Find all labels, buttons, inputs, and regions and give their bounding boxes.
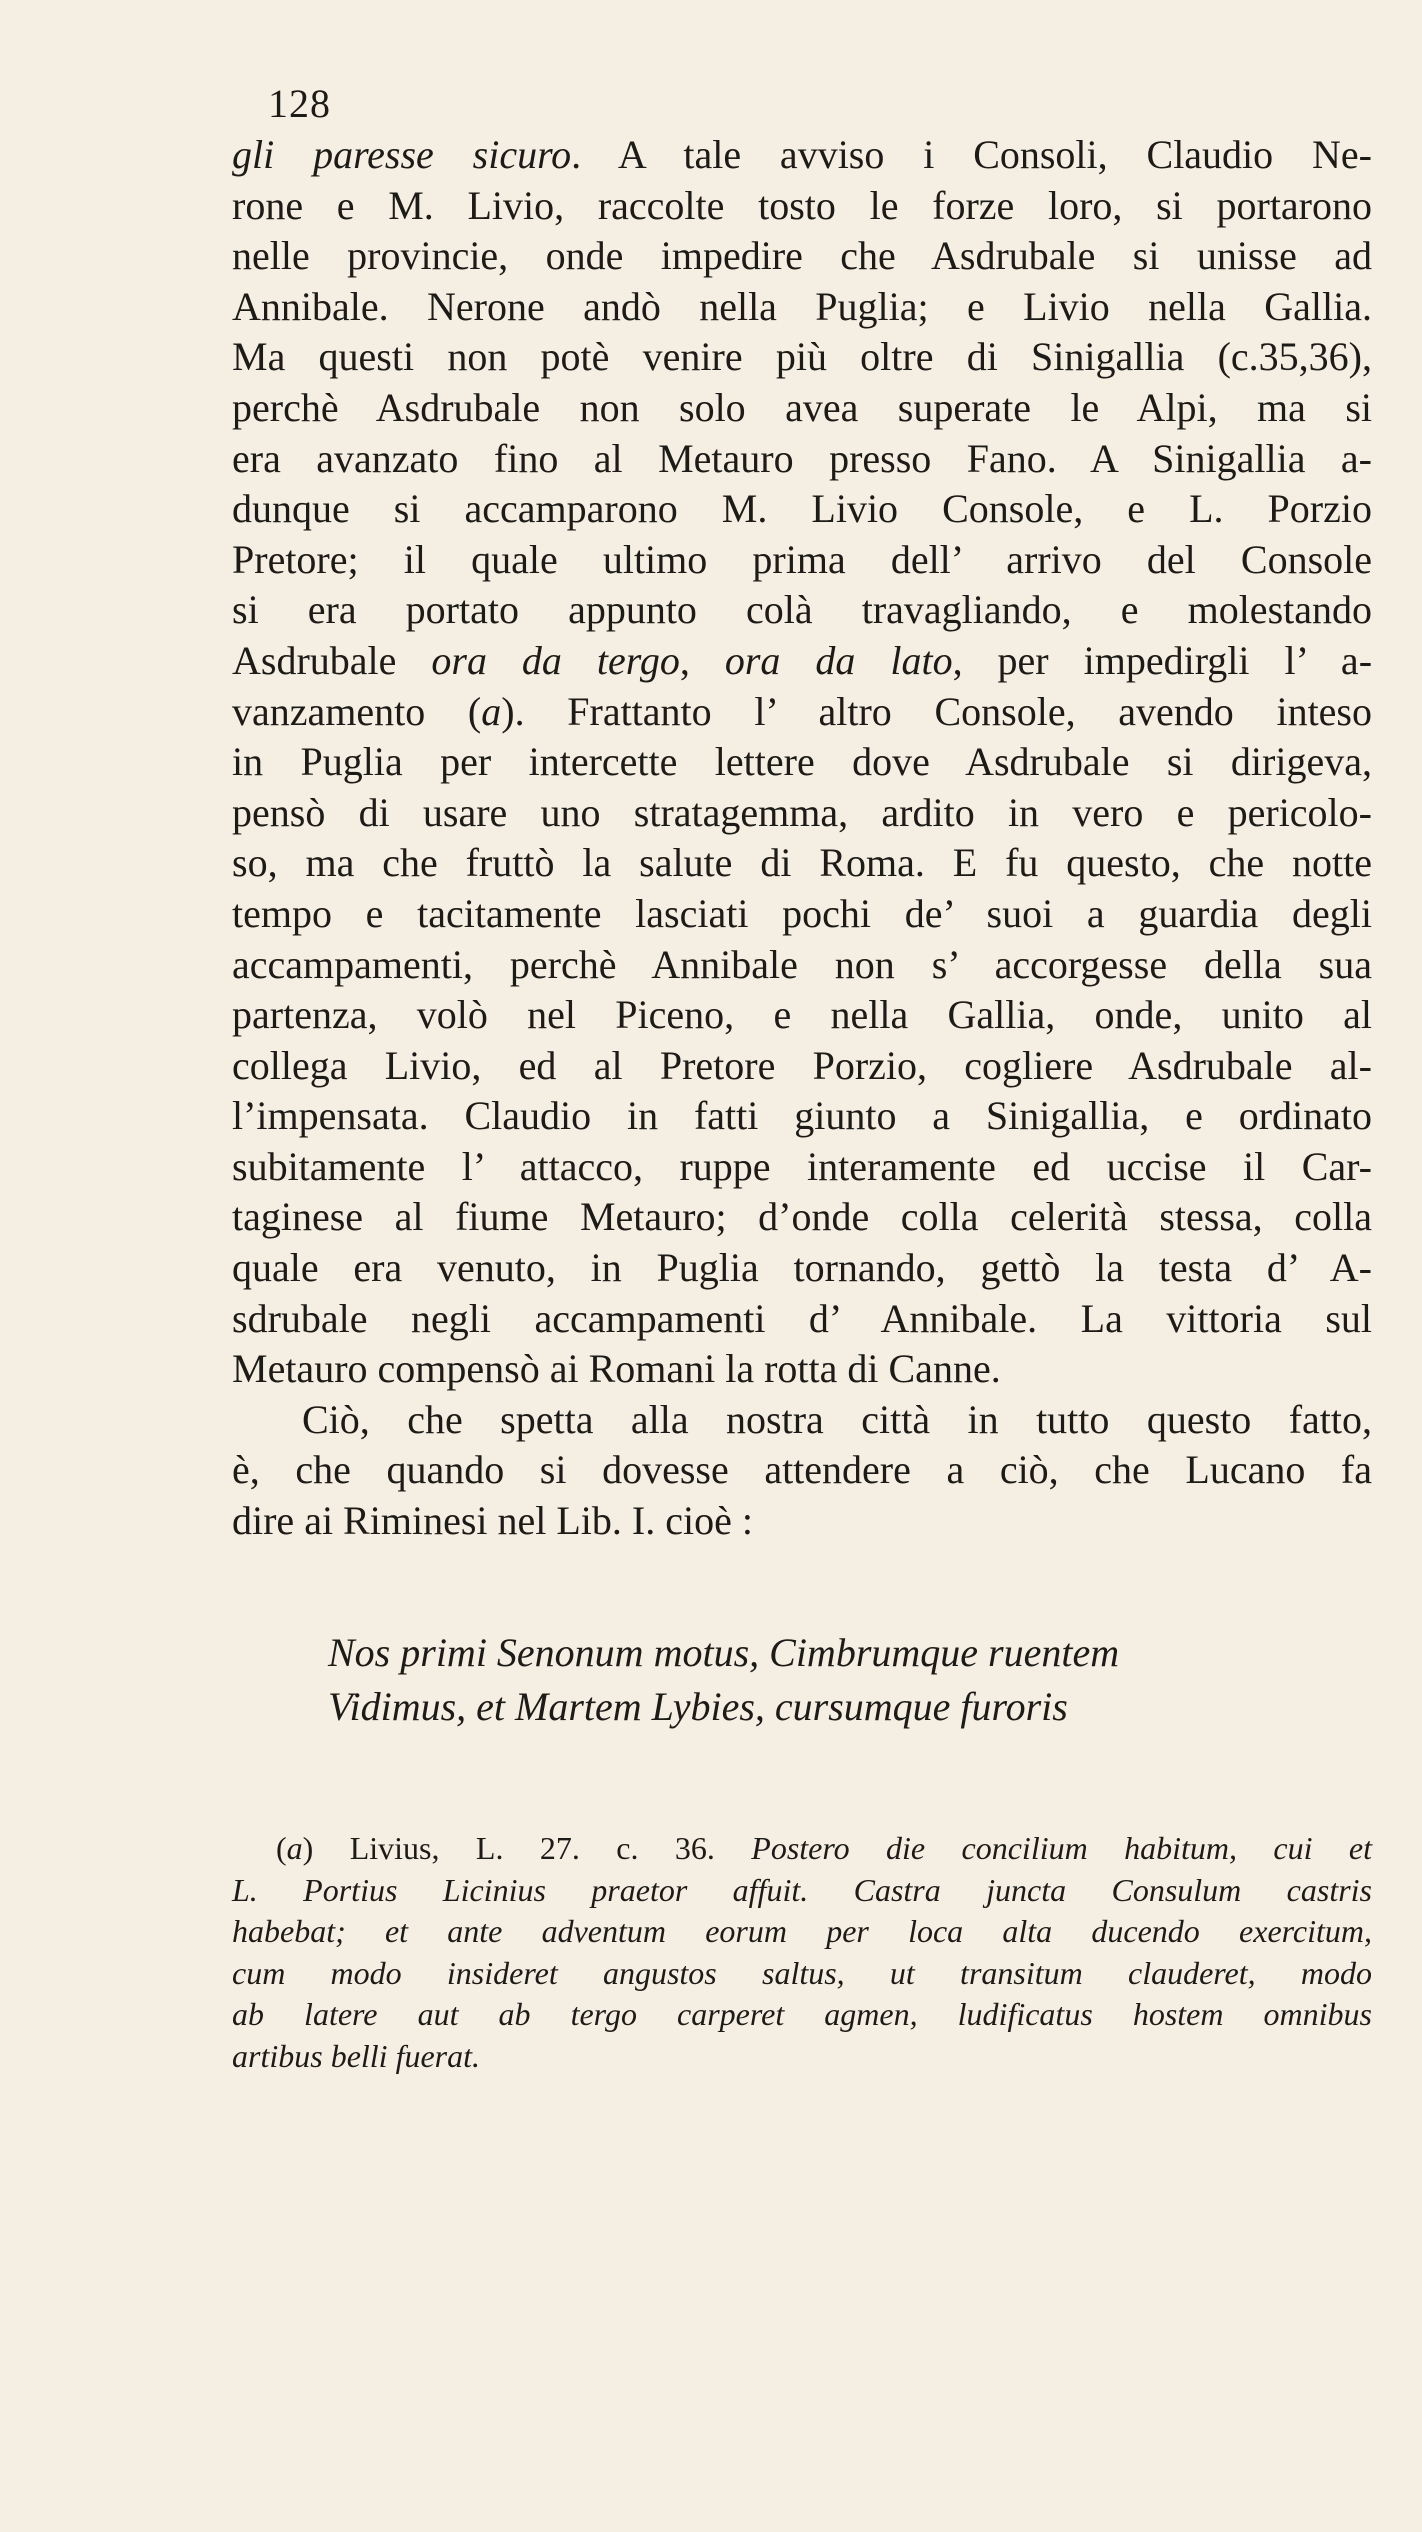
text-line: pensò di usare uno stratagemma, ardito in vero e pericolo- xyxy=(232,789,1372,835)
text-line: Metauro compensò ai Romani la rotta di Canne. xyxy=(232,1346,1001,1392)
text-line: gli paresse sicuro. A tale avviso i Consoli, Claudio Ne- xyxy=(232,132,1372,177)
text-line: quale era venuto, in Puglia tornando, gettò la testa d’ A- xyxy=(232,1245,1372,1291)
text-line: dire ai Riminesi nel Lib. I. cioè : xyxy=(232,1498,753,1544)
text-line: vanzamento (a). Frattanto l’ altro Console, avendo inteso xyxy=(232,688,1373,734)
text-line: collega Livio, ed al Pretore Porzio, cogliere Asdrubale al- xyxy=(232,1042,1372,1088)
text-line: Annibale. Nerone andò nella Puglia; e Livio nella Gallia. xyxy=(232,283,1372,329)
footnote-line: habebat; et ante adventum eorum per loca alta ducendo exercitum, xyxy=(232,1913,1372,1949)
text-line: partenza, volò nel Piceno, e nella Gallia, onde, unito al xyxy=(232,992,1372,1038)
text-line: so, ma che fruttò la salute di Roma. E fu questo, che notte xyxy=(232,840,1372,886)
footnote-line: L. Portius Licinius praetor affuit. Castra juncta Consulum castris xyxy=(232,1871,1372,1908)
text-line: Asdrubale ora da tergo, ora da lato, per impedirgli l’ a- xyxy=(232,637,1373,683)
text-line: è, che quando si dovesse attendere a ciò, che Lucano fa xyxy=(232,1447,1372,1493)
text-line: Pretore; il quale ultimo prima dell’ arrivo del Console xyxy=(232,536,1372,582)
verse-quote xyxy=(328,1626,1328,1734)
text-line: l’impensata. Claudio in fatti giunto a Sinigallia, e ordinato xyxy=(232,1093,1372,1139)
page-number: 128 xyxy=(268,81,331,126)
footnote-line: ab latere aut ab tergo carperet agmen, ludificatus hostem omnibus xyxy=(232,1996,1372,2032)
text-line: era avanzato fino al Metauro presso Fano. A Sinigallia a- xyxy=(232,435,1372,481)
verse-line: Vidimus, et Martem Lybies, cursumque furoris xyxy=(328,1684,1068,1729)
text-line: perchè Asdrubale non solo avea superate le Alpi, ma si xyxy=(232,384,1372,430)
text-line: tempo e tacitamente lasciati pochi de’ suoi a guardia degli xyxy=(232,890,1372,936)
footnote-line: artibus belli fuerat. xyxy=(232,2037,480,2074)
text-line: taginese al fiume Metauro; d’onde colla celerità stessa, colla xyxy=(232,1194,1372,1240)
text-line: nelle provincie, onde impedire che Asdrubale si unisse ad xyxy=(232,233,1372,279)
text-line: Ciò, che spetta alla nostra città in tutto questo fatto, xyxy=(302,1396,1372,1442)
text-line: in Puglia per intercette lettere dove Asdrubale si dirigeva, xyxy=(232,739,1372,785)
footnote-line: (a) Livius, L. 27. c. 36. Postero die concilium habitum, cui et xyxy=(276,1830,1373,1866)
text-line: subitamente l’ attacco, ruppe interamente ed uccise il Car- xyxy=(232,1143,1372,1189)
text-line: Ma questi non potè venire più oltre di Sinigallia (c.35,36), xyxy=(232,334,1372,380)
text-line: dunque si accamparono M. Livio Console, e L. Porzio xyxy=(232,486,1372,532)
verse-line: Nos primi Senonum motus, Cimbrumque ruentem xyxy=(328,1630,1120,1675)
body-text xyxy=(232,130,1372,1547)
footnote xyxy=(232,1828,1373,2077)
text-line: sdrubale negli accampamenti d’ Annibale. La vittoria sul xyxy=(232,1295,1372,1341)
text-line: si era portato appunto colà travagliando, e molestando xyxy=(232,587,1372,633)
text-line: accampamenti, perchè Annibale non s’ accorgesse della sua xyxy=(232,941,1372,987)
footnote-line: cum modo insideret angustos saltus, ut transitum clauderet, modo xyxy=(232,1954,1372,1991)
text-line: rone e M. Livio, raccolte tosto le forze loro, si portarono xyxy=(232,182,1372,228)
